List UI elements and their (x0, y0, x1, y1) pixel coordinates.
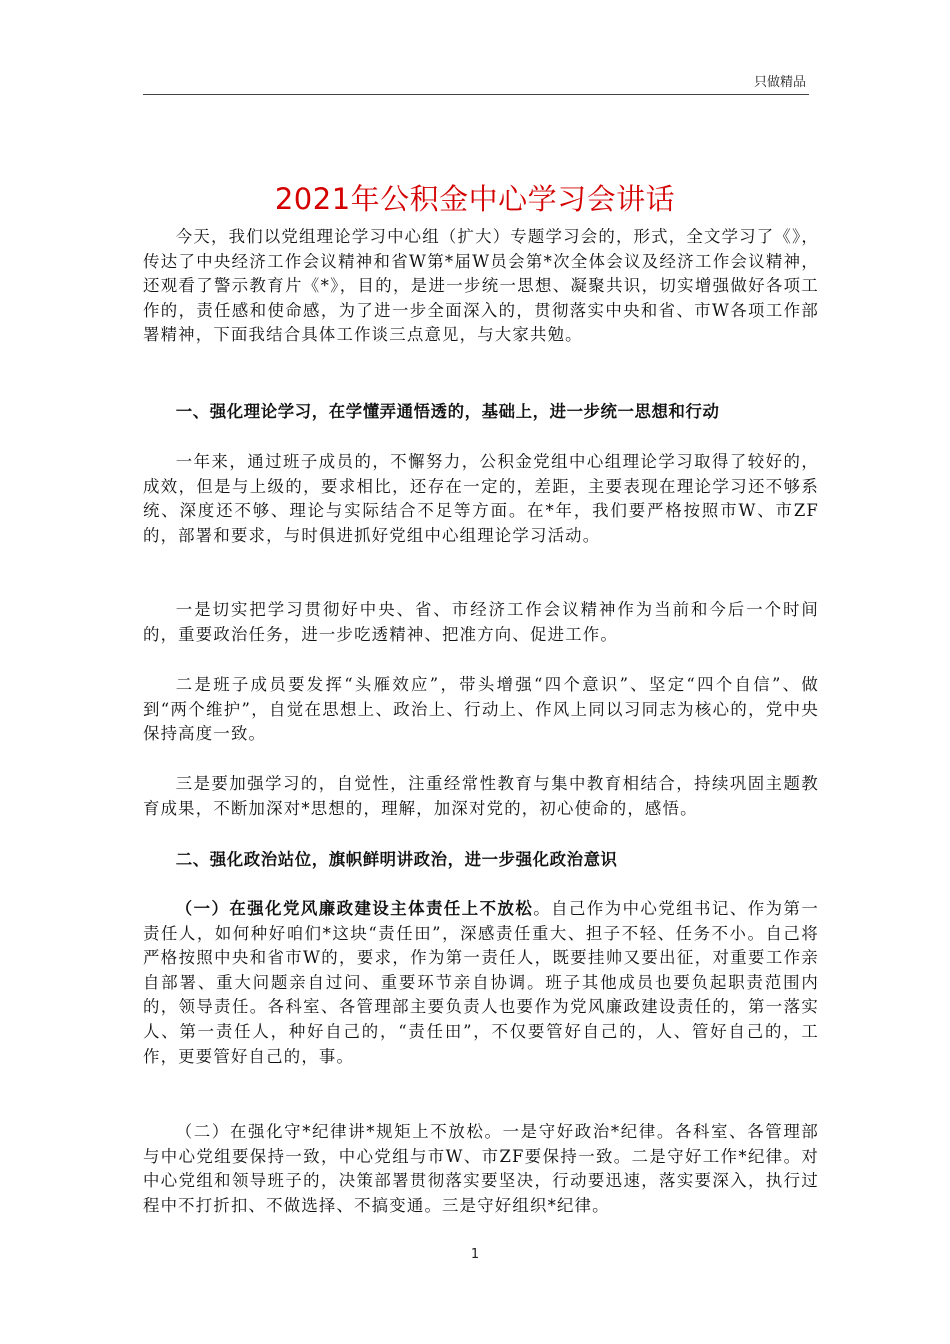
section-heading-2: 二、强化政治站位，旗帜鲜明讲政治，进一步强化政治意识 (175, 850, 618, 869)
paragraph-6: （二）在强化守*纪律讲*规矩上不放松。一是守好政治*纪律。各科室、各管理部与中心党组要保持一致，中心党组与市W、市ZF要保持一致。二是守好工作*纪律。对中心党组和领导班子的，决策部署贯彻落实要坚决，行动要迅速，落实要深入，执行过程中不打折扣、不做选择、不搞变通。三是守好组织*纪律。 (143, 1122, 819, 1215)
paragraph-4: 三是要加强学习的，自觉性，注重经常性教育与集中教育相结合，持续巩固主题教育成果，不断加深对*思想的，理解，加深对党的，初心使命的，感悟。 (143, 774, 819, 818)
paragraph-intro: 今天，我们以党组理论学习中心组（扩大）专题学习会的，形式，全文学习了《》，传达了中央经济工作会议精神和省W第*届W员会第*次全体会议及经济工作会议精神，还观看了警示教育片《*》，目的，是进一步统一思想、凝聚共识，切实增强做好各项工作的，责任感和使命感，为了进一步全面深入的，贯彻落实中央和省、市W各项工作部署精神，下面我结合具体工作谈三点意见，与大家共勉。 (143, 227, 819, 345)
header-mark: 只做精品 (753, 75, 806, 90)
paragraph-5-body: 。自己作为中心党组书记、作为第一责任人，如何种好咱们*这块“责任田”，深感责任重大、担子不轻、任务不小。自己将严格按照中央和省市W的，要求，作为第一责任人，既要挂帅又要出征，对重要工作亲自部署、重大问题亲自过问、重要环节亲自协调。班子其他成员也要负起职责范围内的，领导责任。各科室、各管理部主要负责人也要作为党风廉政建设责任的，第一落实人、第一责任人，种好自己的，“责任田”，不仅要管好自己的，人、管好自己的，工作，更要管好自己的，事。 (143, 899, 820, 1066)
paragraph-2: 一是切实把学习贯彻好中央、省、市经济工作会议精神作为当前和今后一个时间的，重要政治任务，进一步吃透精神、把准方向、促进工作。 (143, 600, 819, 644)
page-number: 1 (470, 1247, 480, 1262)
paragraph-3: 二是班子成员要发挥“头雁效应”，带头增强“四个意识”、坚定“四个自信”、做到“两个维护”，自觉在思想上、政治上、行动上、作风上同以习同志为核心的，党中央保持高度一致。 (143, 675, 819, 744)
header-divider (143, 94, 809, 95)
paragraph-5 (143, 897, 819, 1069)
paragraph-5-lead: （一）在强化党风廉政建设主体责任上不放松 (175, 899, 534, 918)
paragraph-1: 一年来，通过班子成员的，不懈努力，公积金党组中心组理论学习取得了较好的，成效，但是与上级的，要求相比，还存在一定的，差距，主要表现在理论学习还不够系统、深度还不够、理论与实际结合不足等方面。在*年，我们要严格按照市W、市ZF的，部署和要求，与时俱进抓好党组中心组理论学习活动。 (143, 452, 819, 545)
section-heading-1: 一、强化理论学习，在学懂弄通悟透的，基础上，进一步统一思想和行动 (175, 402, 720, 421)
document-title: 2021年公积金中心学习会讲话 (274, 182, 676, 217)
